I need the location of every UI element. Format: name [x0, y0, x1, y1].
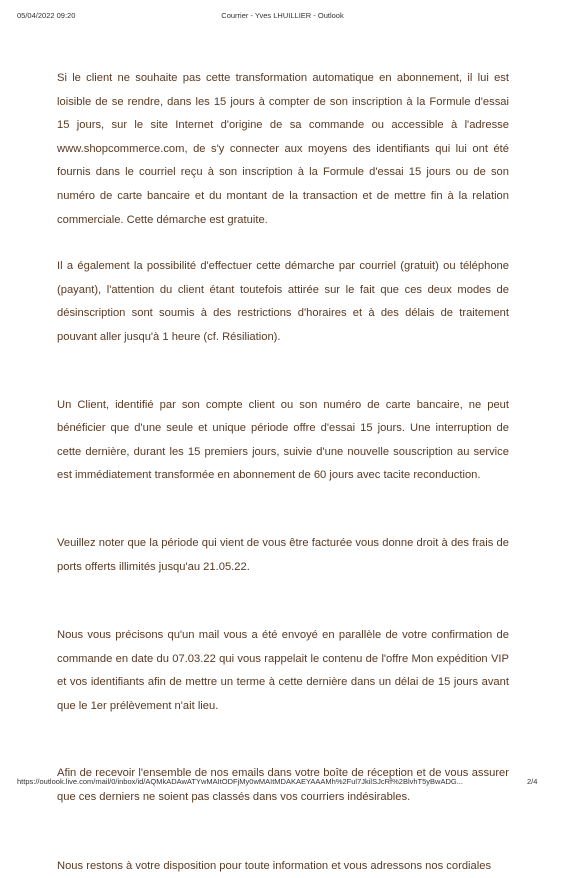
- print-header-datetime: 05/04/2022 09:20: [17, 11, 76, 20]
- email-body: [57, 67, 509, 878]
- paragraph-cancellation-by-phone: Il a également la possibilité d'effectuer cette démarche par courriel (gratuit) ou téléphone (payant), l'attention du client étant toutefois attirée sur le fait que ces deux modes de désinscription sont soumis à des restrictions d'horaires et à des délais de traitement pouvant aller jusqu'à 1 heure (cf. Résiliation).: [57, 260, 509, 343]
- paragraph-single-trial: Un Client, identifié par son compte client ou son numéro de carte bancaire, ne peut bénéficier que d'une seule et unique période offre d'essai 15 jours. Une interruption de cette dernière, durant les 15 premiers jours, suivie d'une nouvelle souscription au service est immédiatement transformée en abonnement de 60 jours avec tacite reconduction.: [57, 398, 509, 482]
- paragraph-closing: Nous restons à votre disposition pour toute information et vous adressons nos cordiales: [57, 859, 492, 872]
- print-header-title: Courrier - Yves LHUILLIER - Outlook: [221, 11, 344, 20]
- print-footer-page-number: 2/4: [527, 777, 538, 786]
- paragraph-free-shipping: Veuillez noter que la période qui vient de vous être facturée vous donne droit à des frais de ports offerts illimités jusqu'au 21.05.22.: [57, 536, 509, 573]
- print-footer-url[interactable]: https://outlook.live.com/mail/0/inbox/id/AQMkADAwATYwMAItODFjMy0wMAItMDAKAEYAAAMh%2Ful7JkilSJcRf%2BlvhT5yBwADG...: [17, 777, 463, 786]
- paragraph-subscription-cancellation: Si le client ne souhaite pas cette transformation automatique en abonnement, il lui est loisible de se rendre, dans les 15 jours à compter de son inscription à la Formule d'essai 15 jours, sur le site Internet d'origine de sa commande ou accessible à l'adresse www.shopcommerce.com, de s'y connecter aux moyens des identifiants qui lui ont été fournis dans le courriel reçu à son inscription à la Formule d'essai 15 jours ou de son numéro de carte bancaire et du montant de la transaction et de mettre fin à la relation commerciale. Cette démarche est gratuite.: [57, 72, 509, 226]
- paragraph-confirmation-mail: Nous vous précisons qu'un mail vous a été envoyé en parallèle de votre confirmation de commande en date du 07.03.22 qui vous rappelait le contenu de l'offre Mon expédition VIP et vos identifiants afin de mettre un terme à cette dernière dans un délai de 15 jours avant que le 1er prélèvement n'ait lieu.: [57, 629, 509, 712]
- paragraph-inbox-delivery: Afin de recevoir l'ensemble de nos emails dans votre boîte de réception et de vous assurer que ces derniers ne soient pas classés dans vos courriers indésirables.: [57, 767, 509, 804]
